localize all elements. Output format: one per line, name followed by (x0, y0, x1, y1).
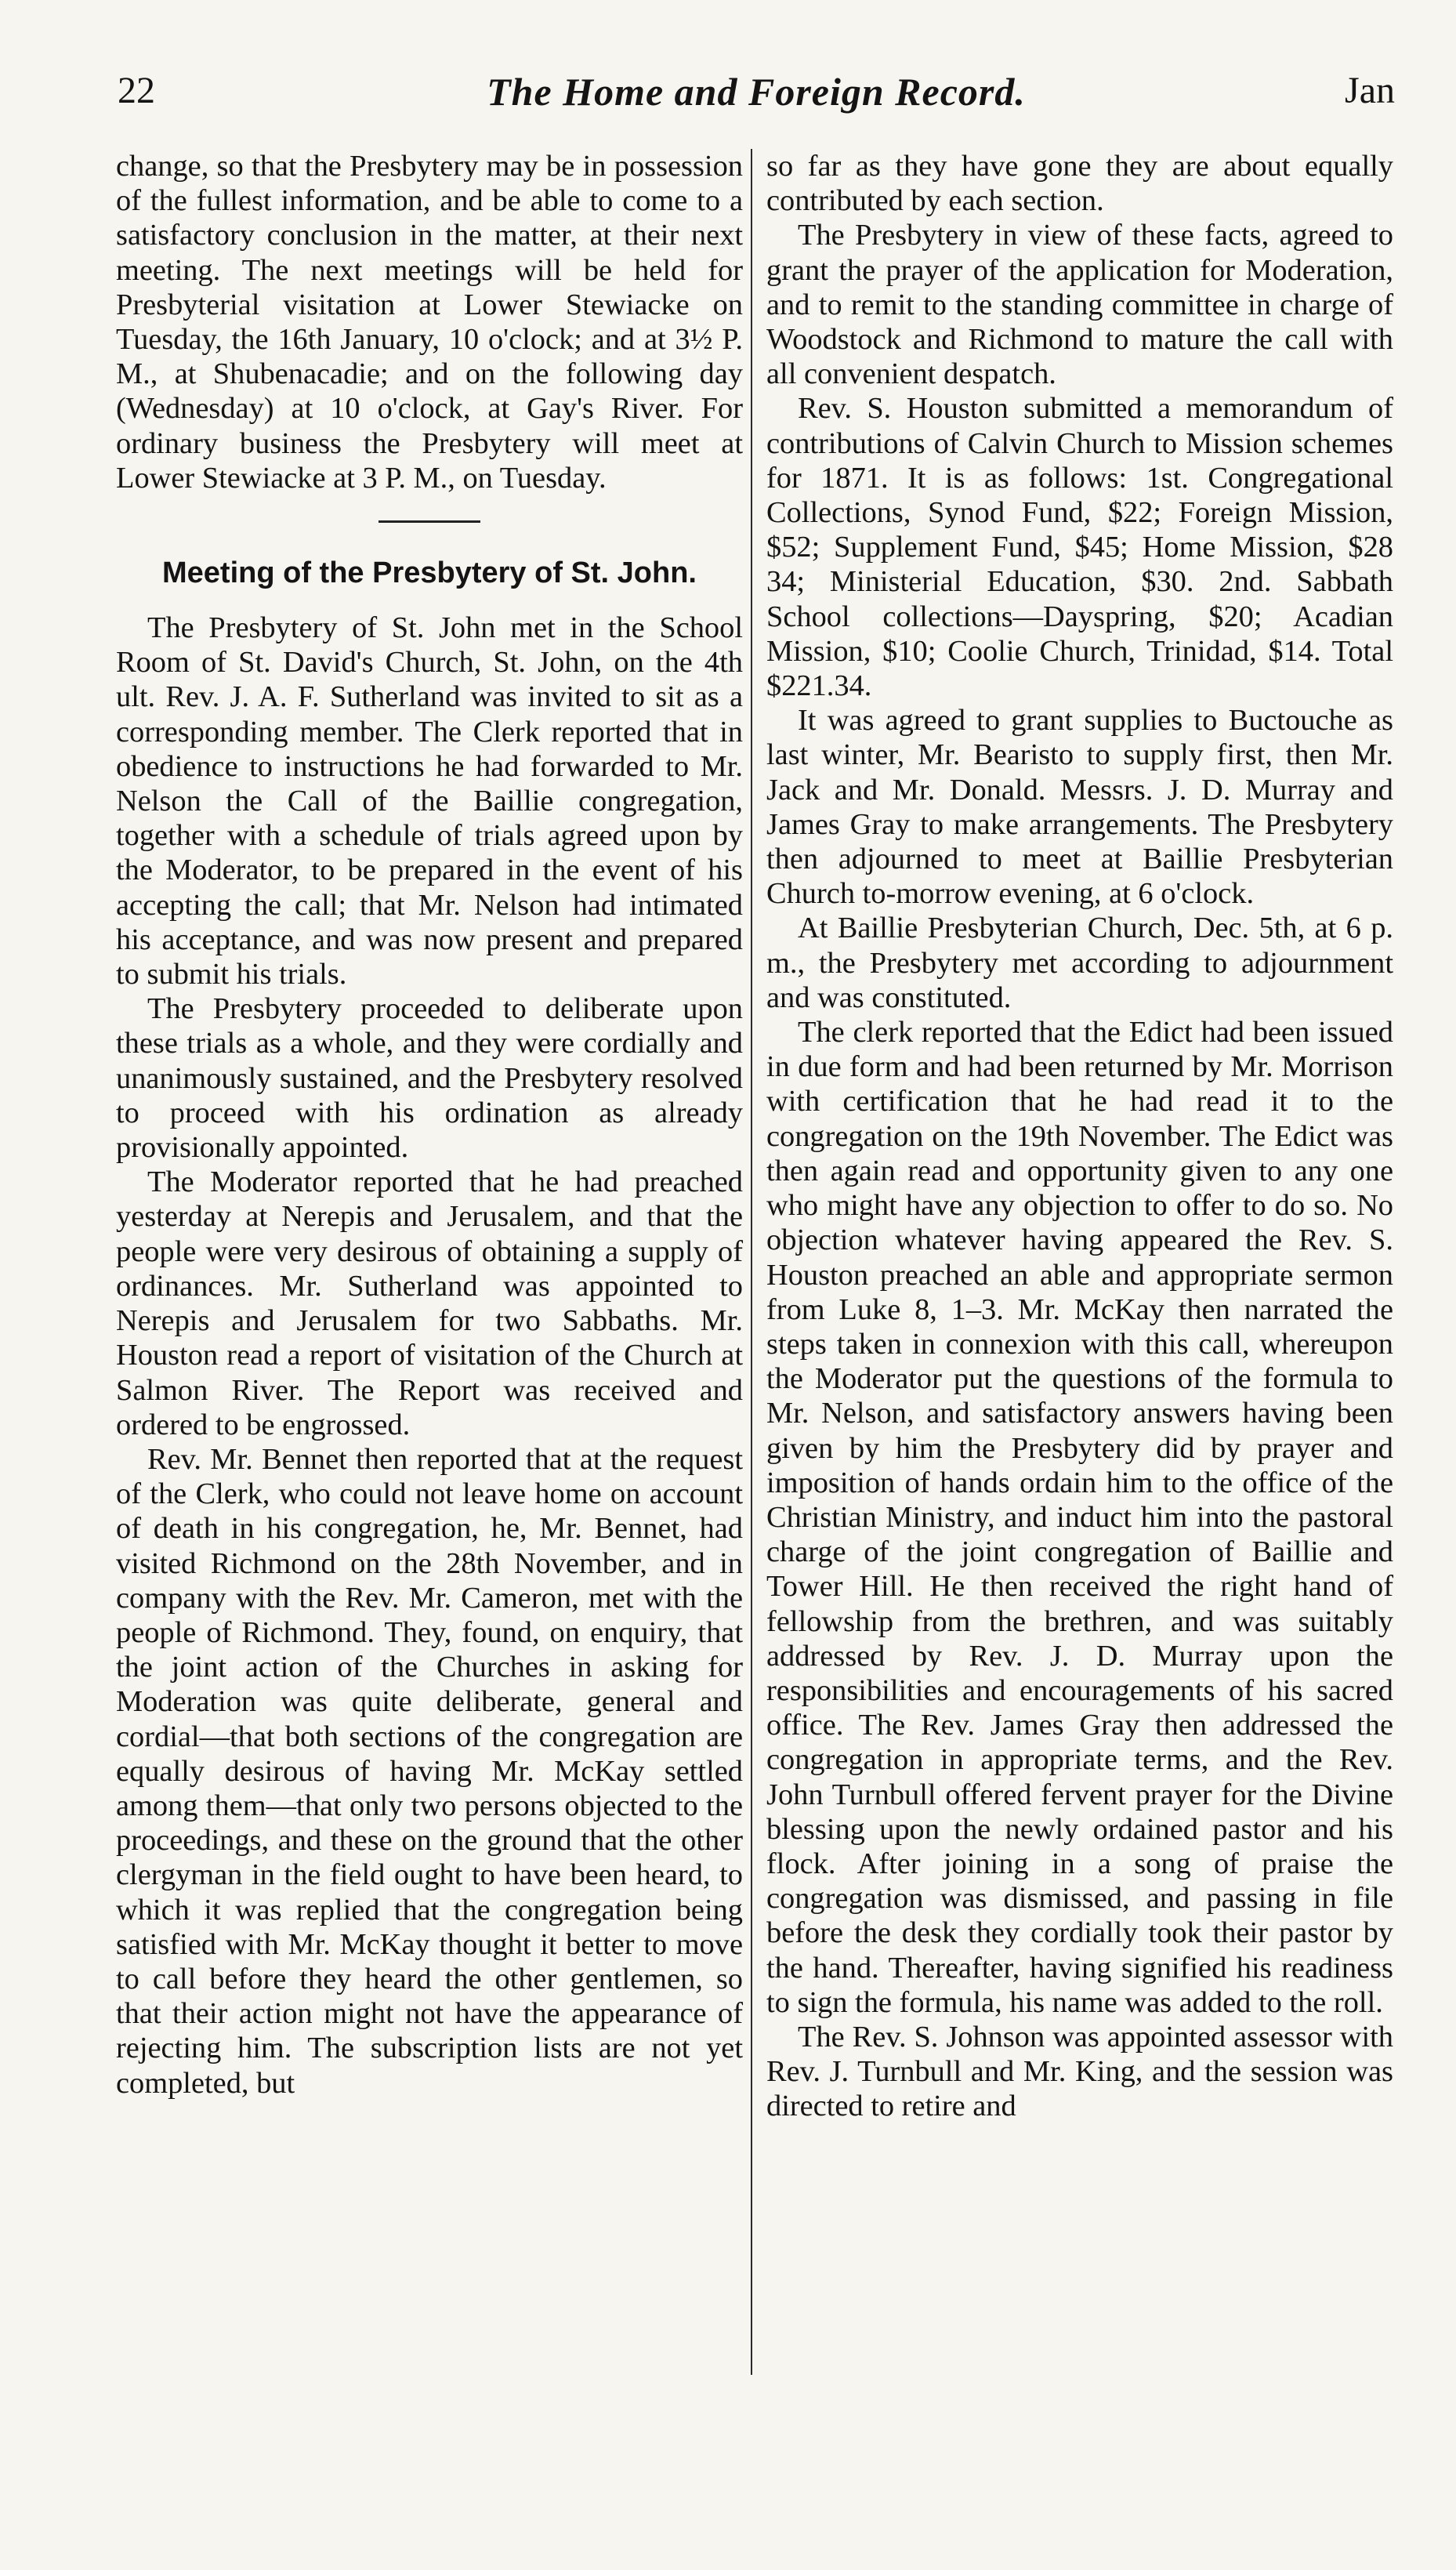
running-month: Jan (1345, 70, 1395, 111)
paragraph: The Presbytery in view of these facts, agreed to grant the prayer of the application for Moderation, and to remit to the standing committee in charge of Woodstock and Richmond to mature the call with all convenient despatch. (766, 219, 1393, 391)
paragraph: At Baillie Presbyterian Church, Dec. 5th, at 6 p. m., the Presbytery met according to adjournment and was constituted. (766, 912, 1393, 1014)
paragraph: The Presbytery proceeded to deliberate upon these trials as a whole, and they were cordially and unanimously sustained, and the Presbytery resolved to proceed with his ordination as already provisionally appointed. (116, 992, 743, 1165)
page-header (118, 69, 1395, 124)
paragraph: Rev. S. Houston submitted a memorandum of contributions of Calvin Church to Mission schemes for 1871. It is as follows: 1st. Congregational Collections, Synod Fund, $22; Foreign Mission, $52; Supplement Fund, $45; Home Mission, $28 34; Ministerial Education, $30. 2nd. Sabbath School collections—Dayspring, $20; Acadian Mission, $10; Coolie Church, Trinidad, $14. Total $221.34. (766, 392, 1393, 703)
paragraph: so far as they have gone they are about equally contributed by each section. (766, 150, 1393, 218)
paragraph: Rev. Mr. Bennet then reported that at the request of the Clerk, who could not leave home on account of death in his congregation, he, Mr. Bennet, had visited Richmond on the 28th November, and in company with the Rev. Mr. Cameron, met with the people of Richmond. They, found, on enquiry, that the joint action of the Churches in asking for Moderation was quite deliberate, general and cordial—that both sections of the congregation are equally desirous of having Mr. McKay settled among them—that only two persons objected to the proceedings, and these on the ground that the other clergyman in the field ought to have been heard, to which it was replied that the congregation being satisfied with Mr. McKay thought it better to move to call before they heard the other gentlemen, so that their action might not have the appearance of rejecting him. The subscription lists are not yet completed, but (116, 1442, 743, 2100)
paragraph: The Rev. S. Johnson was appointed assessor with Rev. J. Turnbull and Mr. King, and the session was directed to retire and (766, 2020, 1393, 2123)
section-heading: Meeting of the Presbytery of St. John. (162, 556, 697, 590)
column-rule (751, 149, 752, 2375)
paragraph: The clerk reported that the Edict had been issued in due form and had been returned by Mr. Morrison with certification that he had read it to the congregation on the 19th November. The Edict was then again read and opportunity given to any one who might have any objection to offer to do so. No objection whatever having appeared the Rev. S. Houston preached an able and appropriate sermon from Luke 8, 1–3. Mr. McKay then narrated the steps taken in connexion with this call, whereupon the Moderator put the questions of the formula to Mr. Nelson, and satisfactory answers having been given by him the Presbytery did by prayer and imposition of hands ordain him to the office of the Christian Ministry, and induct him into the pastoral charge of the joint congregation of Baillie and Tower Hill. He then received the right hand of fellowship from the brethren, and was suitably addressed by Rev. J. D. Murray upon the responsibilities and encouragements of his sacred office. The Rev. James Gray then addressed the congregation in appropriate terms, and the Rev. John Turnbull offered fervent prayer for the Divine blessing upon the newly ordained pastor and his flock. After joining in a song of praise the congregation was dismissed, and passing in file before the desk they cordially took their pastor by the hand. Thereafter, having signified his readiness to sign the formula, his name was added to the roll. (766, 1016, 1393, 2019)
paragraph: The Presbytery of St. John met in the School Room of St. David's Church, St. John, on the 4th ult. Rev. J. A. F. Sutherland was invited to sit as a corresponding member. The Clerk reported that in obedience to instructions he had forwarded to Mr. Nelson the Call of the Baillie congregation, together with a schedule of trials agreed upon by the Moderator, to be prepared in the event of his accepting the call; that Mr. Nelson had intimated his acceptance, and was now present and prepared to submit his trials. (116, 611, 743, 991)
paragraph: change, so that the Presbytery may be in possession of the fullest information, and be able to come to a satisfactory conclusion in the matter, at their next meeting. The next meetings will be held for Presbyterial visitation at Lower Stewiacke on Tuesday, the 16th January, 10 o'clock; and at 3½ P. M., at Shubenacadie; and on the following day (Wednesday) at 10 o'clock, at Gay's River. For ordinary business the Presbytery will meet at Lower Stewiacke at 3 P. M., on Tuesday. (116, 150, 743, 495)
right-column (766, 149, 1393, 2124)
section-divider (378, 520, 480, 523)
running-title: The Home and Foreign Record. (487, 70, 1026, 114)
paragraph: The Moderator reported that he had preached yesterday at Nerepis and Jerusalem, and that the people were very desirous of obtaining a supply of ordinances. Mr. Sutherland was appointed to Nerepis and Jerusalem for two Sabbaths. Mr. Houston read a report of visitation of the Church at Salmon River. The Report was received and ordered to be engrossed. (116, 1165, 743, 1441)
left-column (116, 149, 743, 2101)
page-number: 22 (118, 70, 155, 111)
paragraph: It was agreed to grant supplies to Buctouche as last winter, Mr. Bearisto to supply first, then Mr. Jack and Mr. Donald. Messrs. J. D. Murray and James Gray to make arrangements. The Presbytery then adjourned to meet at Baillie Presbyterian Church to-morrow evening, at 6 o'clock. (766, 704, 1393, 911)
